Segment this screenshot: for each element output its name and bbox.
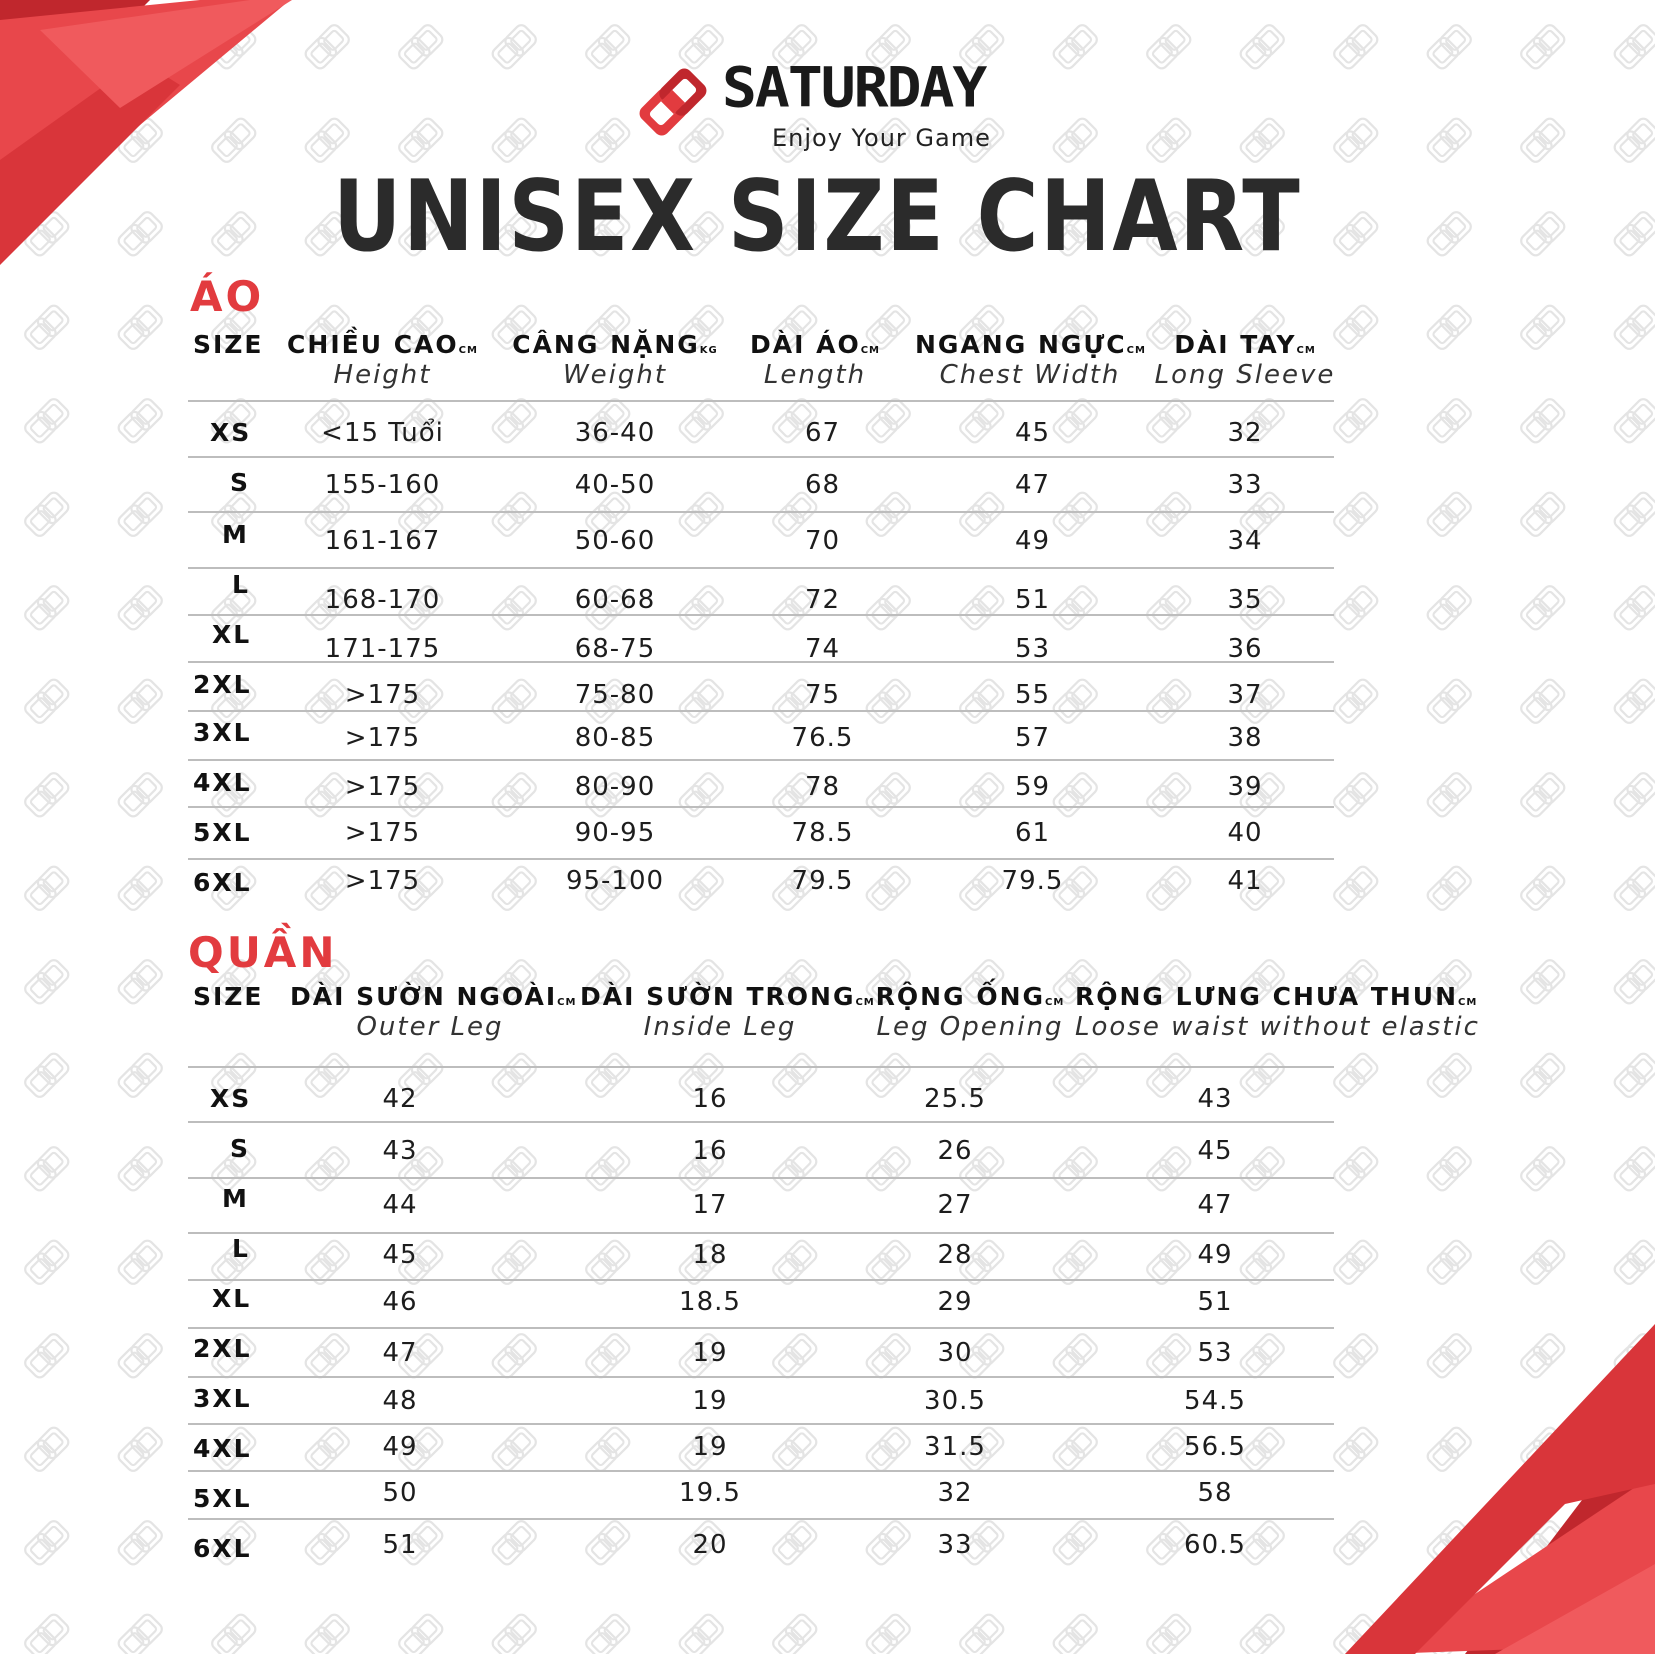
- pants-header-2: [580, 982, 875, 1043]
- pants-cell-inside: 16: [692, 1136, 728, 1166]
- pants-cell-waist: 45: [1197, 1136, 1233, 1166]
- shirt-cell-height: >175: [344, 772, 421, 802]
- pants-cell-outer: 49: [382, 1432, 418, 1462]
- shirt-size-label: L: [232, 570, 250, 599]
- shirt-cell-sleeve: 35: [1227, 585, 1263, 615]
- shirt-size-label: 2XL: [193, 670, 252, 699]
- pants-cell-opening: 30: [937, 1338, 973, 1368]
- pants-cell-outer: 45: [382, 1240, 418, 1270]
- pants-header-1: [290, 982, 577, 1043]
- pants-cell-inside: 20: [692, 1530, 728, 1560]
- shirt-cell-chest: 51: [1014, 585, 1051, 615]
- shirt-cell-weight: 95-100: [565, 866, 665, 896]
- pants-cell-inside: 19: [692, 1432, 728, 1462]
- shirt-size-label: XS: [210, 418, 252, 447]
- shirt-header-text: SIZE: [193, 330, 264, 359]
- shirt-header-unit: CM: [458, 345, 478, 356]
- pants-cell-inside: 19.5: [679, 1478, 741, 1508]
- pants-cell-waist: 43: [1197, 1084, 1233, 1114]
- shirt-cell-weight: 60-68: [574, 585, 656, 615]
- shirt-header-5: [1150, 330, 1340, 391]
- pants-row-divider: [188, 1279, 1334, 1281]
- pants-cell-inside: 18: [692, 1240, 728, 1270]
- shirt-row-divider: [188, 806, 1334, 808]
- shirt-header-subtitle: Length: [763, 360, 867, 390]
- shirt-cell-weight: 68-75: [574, 634, 656, 664]
- pants-header-text: DÀI SƯỜN TRONG: [580, 982, 856, 1011]
- pants-cell-inside: 19: [692, 1338, 728, 1368]
- corner-decoration-bottom-right: [1315, 1324, 1655, 1654]
- shirt-header-unit: CM: [860, 345, 881, 356]
- pants-header-0: [193, 982, 273, 1012]
- shirt-cell-sleeve: 40: [1227, 818, 1263, 848]
- pants-cell-opening: 30.5: [924, 1386, 986, 1416]
- shirt-cell-length: 74: [804, 634, 841, 664]
- pants-row-divider: [188, 1327, 1334, 1329]
- shirt-cell-height: 171-175: [324, 634, 441, 664]
- pants-cell-outer: 43: [382, 1136, 418, 1166]
- shirt-cell-sleeve: 32: [1227, 418, 1263, 448]
- pants-row-divider: [188, 1423, 1334, 1425]
- brand-tagline: Enjoy Your Game: [772, 124, 991, 152]
- shirt-cell-chest: 45: [1014, 418, 1051, 448]
- pants-cell-outer: 50: [382, 1478, 418, 1508]
- shirt-header-text: NGANG NGỰC: [915, 330, 1127, 359]
- shirt-cell-sleeve: 41: [1227, 866, 1263, 896]
- shirt-header-text: DÀI ÁO: [750, 330, 861, 359]
- pants-cell-waist: 47: [1197, 1190, 1233, 1220]
- shirt-cell-height: 155-160: [324, 470, 441, 500]
- pants-cell-opening: 33: [937, 1530, 973, 1560]
- shirt-size-label: 4XL: [193, 768, 252, 797]
- shirt-cell-weight: 80-85: [574, 723, 656, 753]
- pants-size-label: L: [232, 1234, 250, 1263]
- shirt-row-divider: [188, 710, 1334, 712]
- pants-cell-opening: 26: [937, 1136, 973, 1166]
- pants-header-label: [1075, 982, 1478, 1012]
- shirt-header-label: [1150, 330, 1340, 360]
- shirt-size-label: 3XL: [193, 718, 252, 747]
- shirt-cell-height: <15 Tuổi: [321, 418, 444, 448]
- shirt-header-subtitle: Weight: [562, 360, 668, 390]
- pants-header-text: SIZE: [193, 982, 264, 1011]
- shirt-cell-length: 70: [804, 526, 841, 556]
- pants-header-3: [870, 982, 1070, 1043]
- shirt-header-text: CHIỀU CAO: [287, 330, 459, 359]
- shirt-cell-height: >175: [344, 723, 421, 753]
- shirt-cell-sleeve: 33: [1227, 470, 1263, 500]
- shirt-size-label: S: [230, 468, 251, 497]
- shirt-cell-height: >175: [344, 818, 421, 848]
- shirt-header-label: [750, 330, 880, 360]
- shirt-cell-weight: 80-90: [574, 772, 656, 802]
- shirt-cell-length: 78.5: [791, 818, 854, 848]
- pants-header-label: [290, 982, 577, 1012]
- shirt-cell-chest: 55: [1014, 680, 1051, 710]
- pants-cell-inside: 18.5: [679, 1287, 741, 1317]
- shirt-cell-chest: 59: [1014, 772, 1051, 802]
- pants-cell-waist: 51: [1197, 1287, 1233, 1317]
- pants-header-subtitle: Outer Leg: [356, 1012, 504, 1042]
- brand-name: SATURDAY: [722, 55, 986, 120]
- pants-cell-inside: 17: [692, 1190, 728, 1220]
- shirt-header-unit: CM: [1296, 345, 1316, 356]
- shirt-header-text: DÀI TAY: [1174, 330, 1297, 359]
- shirt-cell-length: 76.5: [791, 723, 854, 753]
- shirt-cell-height: 168-170: [324, 585, 441, 615]
- shirt-size-label: XL: [212, 620, 252, 649]
- pants-size-label: S: [230, 1134, 251, 1163]
- shirt-header-label: [915, 330, 1145, 360]
- pants-size-label: 3XL: [193, 1384, 252, 1413]
- pants-header-text: RỘNG LƯNG CHƯA THUN: [1075, 982, 1459, 1011]
- shirt-cell-weight: 40-50: [574, 470, 656, 500]
- pants-cell-waist: 56.5: [1184, 1432, 1246, 1462]
- shirt-cell-sleeve: 36: [1227, 634, 1263, 664]
- brand-logo: [628, 56, 1028, 156]
- pants-header-text: DÀI SƯỜN NGOÀI: [290, 982, 558, 1011]
- shirt-cell-height: >175: [344, 866, 421, 896]
- pants-cell-opening: 31.5: [924, 1432, 986, 1462]
- shirt-row-divider: [188, 759, 1334, 761]
- shirt-row-divider: [188, 858, 1334, 860]
- pants-section-title: QUẦN: [188, 928, 338, 977]
- shirt-header-1: [285, 330, 480, 391]
- shirt-cell-weight: 90-95: [574, 818, 656, 848]
- pants-cell-outer: 51: [382, 1530, 418, 1560]
- shirt-header-text: CÂNG NẶNG: [512, 330, 700, 359]
- pants-header-subtitle: Loose waist without elastic: [1075, 1012, 1480, 1042]
- shirt-size-label: M: [222, 520, 249, 549]
- shirt-cell-length: 67: [804, 418, 841, 448]
- pants-cell-outer: 42: [382, 1084, 418, 1114]
- pants-size-label: 4XL: [193, 1434, 252, 1463]
- pants-cell-waist: 53: [1197, 1338, 1233, 1368]
- pants-header-unit: CM: [855, 997, 875, 1008]
- pants-header-4: [1075, 982, 1480, 1043]
- shirt-cell-length: 79.5: [791, 866, 854, 896]
- shirt-header-3: [750, 330, 880, 391]
- pants-cell-opening: 25.5: [924, 1084, 986, 1114]
- pants-row-divider: [188, 1470, 1334, 1472]
- shirt-header-2: [510, 330, 720, 391]
- shirt-cell-length: 68: [804, 470, 841, 500]
- shirt-header-label: [285, 330, 480, 360]
- pants-size-label: 5XL: [193, 1484, 252, 1513]
- pants-size-label: 2XL: [193, 1334, 252, 1363]
- shirt-cell-height: >175: [344, 680, 421, 710]
- shirt-cell-length: 72: [804, 585, 841, 615]
- shirt-cell-length: 78: [804, 772, 841, 802]
- pants-header-subtitle: Inside Leg: [643, 1012, 797, 1042]
- pants-cell-outer: 44: [382, 1190, 418, 1220]
- shirt-cell-chest: 47: [1014, 470, 1051, 500]
- pants-header-subtitle: Leg Opening: [876, 1012, 1064, 1042]
- shirt-header-label: [510, 330, 720, 360]
- pants-header-label: [193, 982, 273, 1012]
- pants-header-unit: CM: [1458, 997, 1478, 1008]
- shirt-cell-weight: 36-40: [574, 418, 656, 448]
- pants-row-divider: [188, 1177, 1334, 1179]
- shirt-cell-sleeve: 39: [1227, 772, 1263, 802]
- pants-header-label: [870, 982, 1070, 1012]
- page-title: UNISEX SIZE CHART: [332, 160, 1302, 274]
- shirt-cell-chest: 49: [1014, 526, 1051, 556]
- shirt-header-subtitle: Height: [333, 360, 432, 390]
- shirt-header-subtitle: Chest Width: [939, 360, 1121, 390]
- shirt-cell-sleeve: 34: [1227, 526, 1263, 556]
- pants-size-label: XS: [210, 1084, 252, 1113]
- shirt-cell-weight: 75-80: [574, 680, 656, 710]
- pants-cell-opening: 29: [937, 1287, 973, 1317]
- shirt-header-unit: CM: [1126, 345, 1146, 356]
- pants-cell-opening: 28: [937, 1240, 973, 1270]
- shirt-cell-chest: 57: [1014, 723, 1051, 753]
- pants-row-divider: [188, 1121, 1334, 1123]
- pants-cell-waist: 54.5: [1184, 1386, 1246, 1416]
- pants-header-label: [580, 982, 875, 1012]
- pants-row-divider: [188, 1232, 1334, 1234]
- pants-cell-inside: 19: [692, 1386, 728, 1416]
- shirt-row-divider: [188, 456, 1334, 458]
- pants-cell-outer: 48: [382, 1386, 418, 1416]
- pants-header-unit: CM: [1045, 997, 1065, 1008]
- pants-size-label: XL: [212, 1284, 252, 1313]
- pants-cell-waist: 49: [1197, 1240, 1233, 1270]
- shirt-cell-height: 161-167: [324, 526, 441, 556]
- pants-size-label: 6XL: [193, 1534, 252, 1563]
- shirt-header-label: [193, 330, 273, 360]
- shirt-row-divider: [188, 567, 1334, 569]
- shirt-cell-sleeve: 38: [1227, 723, 1263, 753]
- pants-row-divider: [188, 1376, 1334, 1378]
- shirt-cell-chest: 79.5: [1001, 866, 1064, 896]
- pants-cell-waist: 60.5: [1184, 1530, 1246, 1560]
- shirt-size-label: 5XL: [193, 818, 252, 847]
- shirt-header-subtitle: Long Sleeve: [1154, 360, 1336, 390]
- pants-row-divider: [188, 1518, 1334, 1520]
- pants-cell-outer: 46: [382, 1287, 418, 1317]
- saturday-logo-icon: [628, 56, 718, 148]
- pants-row-divider: [188, 1066, 1334, 1068]
- pants-cell-waist: 58: [1197, 1478, 1233, 1508]
- shirt-header-unit: KG: [699, 345, 718, 356]
- pants-cell-opening: 27: [937, 1190, 973, 1220]
- shirt-cell-chest: 53: [1014, 634, 1051, 664]
- pants-header-text: RỘNG ỐNG: [875, 982, 1046, 1011]
- shirt-row-divider: [188, 511, 1334, 513]
- shirt-row-divider: [188, 400, 1334, 402]
- shirt-cell-weight: 50-60: [574, 526, 656, 556]
- pants-cell-outer: 47: [382, 1338, 418, 1368]
- shirt-size-label: 6XL: [193, 868, 252, 897]
- pants-cell-inside: 16: [692, 1084, 728, 1114]
- pants-header-unit: CM: [557, 997, 577, 1008]
- pants-size-label: M: [222, 1184, 249, 1213]
- shirt-cell-sleeve: 37: [1227, 680, 1263, 710]
- shirt-section-title: ÁO: [190, 272, 265, 321]
- shirt-cell-chest: 61: [1014, 818, 1051, 848]
- shirt-header-0: [193, 330, 273, 360]
- pants-cell-opening: 32: [937, 1478, 973, 1508]
- shirt-header-4: [915, 330, 1145, 391]
- shirt-cell-length: 75: [804, 680, 841, 710]
